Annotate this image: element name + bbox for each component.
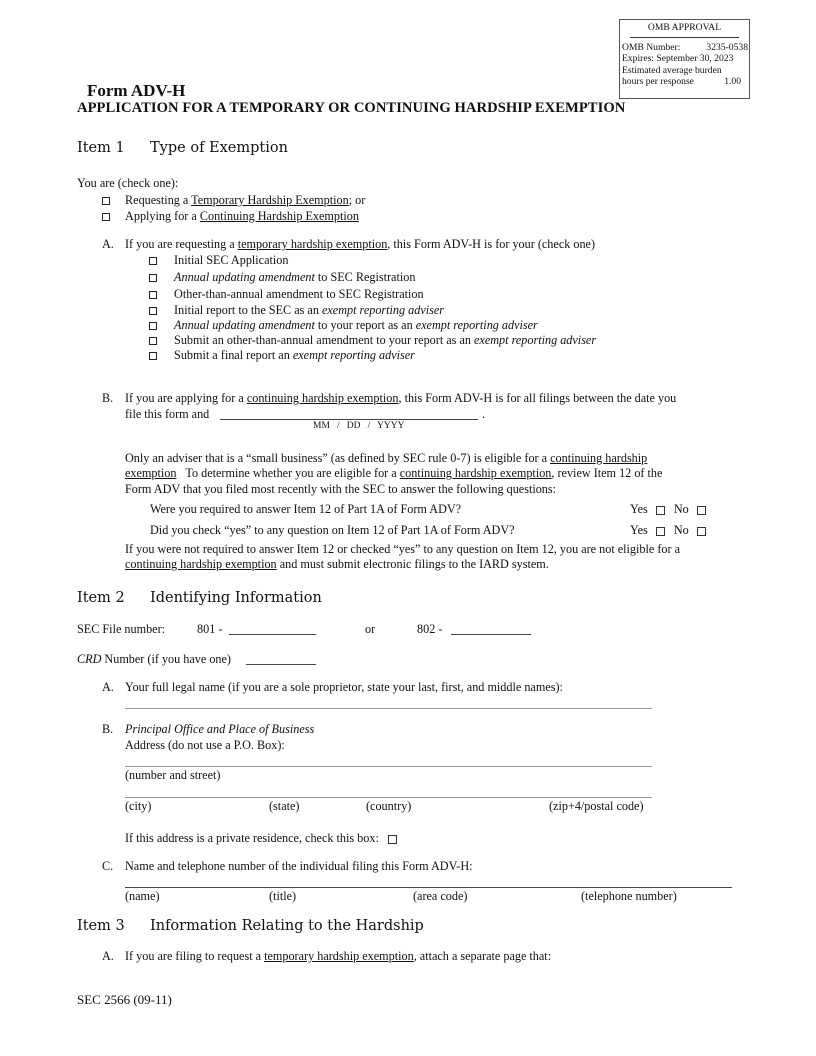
option-term: Continuing Hardship Exemption bbox=[199, 209, 359, 223]
private-residence-row[interactable] bbox=[125, 831, 397, 846]
checkbox-icon[interactable] bbox=[102, 213, 110, 221]
private-residence-checkbox[interactable] bbox=[388, 835, 397, 844]
option-annual-amendment-registration[interactable] bbox=[149, 270, 415, 285]
checkbox-icon[interactable] bbox=[149, 352, 157, 360]
checkbox-icon[interactable] bbox=[149, 307, 157, 315]
item1-a-text bbox=[102, 237, 595, 252]
option-text: to your report as an bbox=[314, 318, 416, 332]
item2-a-text bbox=[102, 680, 563, 695]
item2-number: Item 2 bbox=[77, 590, 125, 606]
text: If you are applying for a bbox=[125, 391, 247, 405]
omb-number-row bbox=[620, 42, 749, 54]
checkbox-icon[interactable] bbox=[149, 337, 157, 345]
option-continuing-exemption[interactable] bbox=[102, 209, 359, 224]
omb-hours-row bbox=[620, 76, 749, 88]
item3-number: Item 3 bbox=[77, 918, 125, 934]
text: Number (if you have one) bbox=[101, 652, 231, 666]
form-name: Form ADV-H bbox=[87, 81, 186, 100]
option-text: Annual updating amendment bbox=[174, 318, 315, 332]
letter: B. bbox=[102, 391, 114, 405]
term: exemption bbox=[125, 466, 177, 480]
item1-title: Type of Exemption bbox=[150, 140, 288, 156]
item1-b-line2: file this form and bbox=[125, 407, 210, 421]
item1-heading bbox=[77, 140, 288, 156]
text: Name and telephone number of the individual filing this Form ADV-H: bbox=[125, 859, 473, 873]
term: continuing hardship exemption bbox=[246, 391, 399, 405]
date-input[interactable] bbox=[220, 419, 478, 420]
item2-b-heading bbox=[102, 722, 314, 737]
item2-heading bbox=[77, 590, 322, 606]
omb-number-value: 3235-0538 bbox=[706, 41, 748, 53]
title-caption: (title) bbox=[269, 889, 297, 903]
option-text: Submit a final report an bbox=[174, 348, 293, 362]
no-label: No bbox=[673, 523, 689, 537]
address-label: Address (do not use a P.O. Box): bbox=[125, 738, 285, 752]
option-text: exempt reporting adviser bbox=[415, 318, 538, 332]
option-temporary-exemption[interactable] bbox=[102, 193, 365, 208]
option-annual-amendment-era[interactable] bbox=[149, 318, 538, 333]
text: To determine whether you are eligible for a bbox=[176, 466, 400, 480]
letter: C. bbox=[102, 859, 114, 873]
term: temporary hardship exemption bbox=[237, 237, 388, 251]
item3-title: Information Relating to the Hardship bbox=[150, 918, 424, 934]
yes-checkbox[interactable] bbox=[656, 527, 665, 536]
no-checkbox[interactable] bbox=[697, 527, 706, 536]
option-text: Submit an other-than-annual amendment to your report as an bbox=[174, 333, 475, 347]
item1-intro: You are (check one): bbox=[77, 176, 179, 190]
option-text: Applying for a bbox=[125, 209, 200, 223]
text: Your full legal name (if you are a sole proprietor, state your last, first, and middle names): bbox=[125, 680, 563, 694]
letter: B. bbox=[102, 722, 114, 736]
ineligibility-para-line1: If you were not required to answer Item 12 or checked “yes” to any question on Item 12, you are not eligible for a bbox=[125, 542, 681, 556]
eligibility-para-line3: Form ADV that you filed most recently with the SEC to answer the following questions: bbox=[125, 482, 557, 496]
page-title: APPLICATION FOR A TEMPORARY OR CONTINUING HARDSHIP EXEMPTION bbox=[77, 100, 626, 116]
option-text: Requesting a bbox=[125, 193, 192, 207]
option-initial-report-era[interactable] bbox=[149, 303, 444, 318]
yes-checkbox[interactable] bbox=[656, 506, 665, 515]
yes-label: Yes bbox=[630, 523, 648, 537]
term: continuing hardship exemption bbox=[125, 557, 277, 571]
omb-hours-label: hours per response bbox=[622, 76, 694, 87]
option-text: exempt reporting adviser bbox=[474, 333, 597, 347]
legal-name-input[interactable] bbox=[125, 708, 652, 709]
omb-number-label: OMB Number: bbox=[622, 41, 681, 53]
item3-heading bbox=[77, 918, 424, 934]
omb-hours-value: 1.00 bbox=[724, 76, 741, 87]
text: , attach a separate page that: bbox=[413, 949, 552, 963]
checkbox-icon[interactable] bbox=[149, 274, 157, 282]
area-code-caption: (area code) bbox=[413, 889, 468, 903]
option-text: Initial report to the SEC as an bbox=[174, 303, 322, 317]
no-checkbox[interactable] bbox=[697, 506, 706, 515]
omb-title: OMB APPROVAL bbox=[647, 22, 722, 33]
question-2-text: Did you check “yes” to any question on Item 12 of Part 1A of Form ADV? bbox=[150, 523, 515, 537]
state-caption: (state) bbox=[269, 799, 300, 813]
item2-c-text bbox=[102, 859, 473, 874]
checkbox-icon[interactable] bbox=[149, 291, 157, 299]
text: , review Item 12 of the bbox=[551, 466, 663, 480]
question-1-text: Were you required to answer Item 12 of Part 1A of Form ADV? bbox=[150, 502, 462, 516]
no-label: No bbox=[673, 502, 689, 516]
sec-file-label: SEC File number: bbox=[77, 622, 166, 636]
option-other-amendment-era[interactable] bbox=[149, 333, 596, 348]
ineligibility-para-line2 bbox=[125, 557, 549, 572]
item1-number: Item 1 bbox=[77, 140, 125, 156]
option-text: Annual updating amendment bbox=[174, 270, 315, 284]
text: If this address is a private residence, check this box: bbox=[125, 831, 379, 845]
term: continuing hardship exemption bbox=[399, 466, 552, 480]
checkbox-icon[interactable] bbox=[149, 322, 157, 330]
street-input[interactable] bbox=[125, 766, 652, 767]
filer-contact-input[interactable] bbox=[125, 887, 732, 888]
option-text: Initial SEC Application bbox=[174, 253, 289, 267]
omb-divider bbox=[630, 37, 739, 38]
option-text: exempt reporting adviser bbox=[292, 348, 415, 362]
text: , this Form ADV-H is for your (check one) bbox=[387, 237, 596, 251]
letter: A. bbox=[102, 680, 114, 694]
checkbox-icon[interactable] bbox=[102, 197, 110, 205]
or-text: or bbox=[365, 622, 376, 636]
city-state-zip-input[interactable] bbox=[125, 797, 652, 798]
question-1-answers bbox=[630, 502, 706, 517]
option-term: Temporary Hardship Exemption bbox=[191, 193, 349, 207]
text: If you are requesting a bbox=[125, 237, 238, 251]
question-2-answers bbox=[630, 523, 706, 538]
date-format-caption: MM / DD / YYYY bbox=[313, 421, 405, 431]
term: temporary hardship exemption bbox=[264, 949, 414, 963]
option-text: exempt reporting adviser bbox=[321, 303, 445, 317]
text: Only an adviser that is a “small business” (as defined by SEC rule 0-7) is eligible for a bbox=[125, 451, 551, 465]
text: , this Form ADV-H is for all filings between the date you bbox=[398, 391, 677, 405]
zip-caption: (zip+4/postal code) bbox=[549, 799, 644, 813]
option-text: Other-than-annual amendment to SEC Registration bbox=[174, 287, 424, 301]
sec-file-802-input[interactable] bbox=[451, 634, 531, 635]
prefix-801: 801 - bbox=[197, 622, 223, 636]
omb-expires-text: Expires: September 30, 2023 bbox=[622, 53, 734, 64]
text: If you are filing to request a bbox=[125, 949, 265, 963]
prefix-802: 802 - bbox=[417, 622, 443, 636]
option-text: to SEC Registration bbox=[314, 270, 416, 284]
crd-label bbox=[77, 652, 231, 667]
form-code-footer: SEC 2566 (09-11) bbox=[77, 992, 172, 1007]
city-caption: (city) bbox=[125, 799, 152, 813]
option-final-report-era[interactable] bbox=[149, 348, 415, 363]
omb-burden-text: Estimated average burden bbox=[622, 64, 722, 76]
eligibility-para-line2 bbox=[125, 466, 662, 481]
option-initial-sec-application[interactable] bbox=[149, 253, 288, 268]
name-caption: (name) bbox=[125, 889, 160, 903]
omb-burden bbox=[620, 65, 749, 77]
yes-label: Yes bbox=[630, 502, 648, 516]
option-other-amendment-registration[interactable] bbox=[149, 287, 424, 302]
crd-number-input[interactable] bbox=[246, 664, 316, 665]
period: . bbox=[482, 407, 486, 421]
street-caption: (number and street) bbox=[125, 768, 221, 782]
sec-file-801-input[interactable] bbox=[229, 634, 316, 635]
text: Principal Office and Place of Business bbox=[125, 722, 315, 736]
item2-title: Identifying Information bbox=[150, 590, 322, 606]
omb-expires bbox=[620, 53, 749, 65]
item3-a-text bbox=[102, 949, 551, 964]
crd-abbr: CRD bbox=[77, 652, 102, 666]
checkbox-icon[interactable] bbox=[149, 257, 157, 265]
text: and must submit electronic filings to the IARD system. bbox=[276, 557, 549, 571]
term: continuing hardship bbox=[550, 451, 648, 465]
phone-caption: (telephone number) bbox=[581, 889, 677, 903]
item1-b-text bbox=[102, 391, 676, 406]
letter: A. bbox=[102, 237, 114, 251]
letter: A. bbox=[102, 949, 114, 963]
eligibility-para-line1 bbox=[125, 451, 647, 466]
omb-approval-box bbox=[619, 19, 750, 99]
country-caption: (country) bbox=[366, 799, 412, 813]
option-text: ; or bbox=[348, 193, 366, 207]
